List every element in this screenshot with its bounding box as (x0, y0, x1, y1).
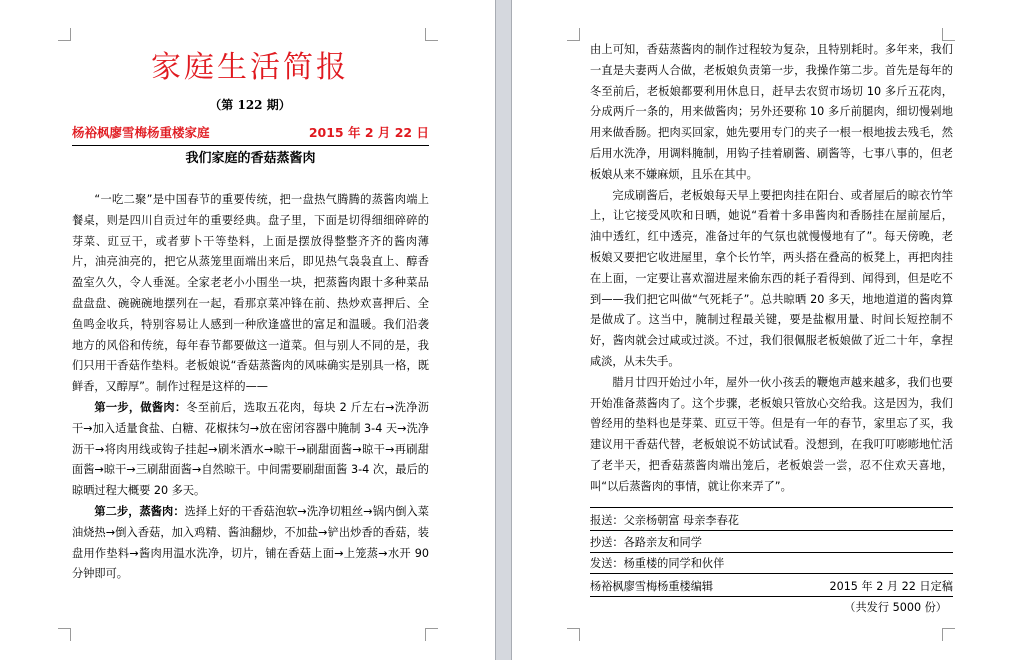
page-right (512, 0, 1017, 660)
distribution-rule (590, 573, 953, 574)
issue-number: （第 122 期） (209, 98, 291, 112)
page-gutter (495, 0, 512, 660)
finalized-date: 2015 年 2 月 22 日定稿 (829, 580, 953, 593)
header-rule (72, 145, 429, 146)
steaming-paragraph: 腊月廿四开始过小年，屋外一伙小孩丢的鞭炮声越来越多，我们也要开始准备蒸酱肉了。这个步骤，老板娘只管放心交给我。这是因为，我们曾经用的垫料也是芽菜、豇豆干等。但是有一年的春节，家里忘了买，我建议用干香菇代替，老板娘说不妨试试看。没想到，在我叮叮嘭嘭地忙活了老半天，把香菇蒸酱肉端出笼后，老板娘尝一尝，忍不住欢天喜地，叫“以后蒸酱肉的事情，就让你来弄了”。 (590, 375, 953, 493)
step1-label: 第一步，做酱肉： (94, 400, 187, 414)
article-body-left (72, 190, 429, 585)
article-body-right (590, 40, 953, 498)
family-name: 杨裕枫廖雪梅杨重楼家庭 (72, 125, 210, 140)
step2-label: 第二步，蒸酱肉： (94, 504, 185, 518)
crop-mark (58, 628, 71, 641)
crop-mark (58, 28, 71, 41)
crop-mark (425, 28, 438, 41)
crop-mark (942, 628, 955, 641)
crop-mark (567, 28, 580, 41)
issue-date: 2015 年 2 月 22 日 (308, 125, 429, 140)
crop-mark (425, 628, 438, 641)
report-line: 报送：父亲杨朝富 母亲李春花 (590, 514, 739, 527)
intro-paragraph: “一吃二聚”是中国春节的重要传统，把一盘热气腾腾的蒸酱肉端上餐桌，则是四川自贡过年的重要经典。盘子里，下面是切得细细碎碎的芽菜、豇豆干，或者萝卜干等垫料，上面是摆放得整整齐齐的酱肉薄片，油亮油亮的，把它从蒸笼里面端出来后，即见热气袅袅直上、醇香盈室久久，令人垂涎。全家老老小小围坐一块，把蒸酱肉跟十多种菜品盘盘盘、碗碗碗地摆列在一起，看那京菜冲锋在前、热炒欢喜押后、全鱼鸣金收兵，特别容易让人感到一种欣逢盛世的富足和温暖。我们沿袭地方的风俗和传统，每年春节都要做这一道菜。但与别人不同的是，我们只用干香菇作垫料。老板娘说“香菇蒸酱肉的风味确实是别具一格，既鲜香，又醇厚”。制作过程是这样的—— (72, 193, 429, 394)
send-line: 发送：杨重楼的同学和伙伴 (590, 557, 725, 570)
distribution-rule-top (590, 507, 953, 508)
editor-credit: 杨裕枫廖雪梅杨重楼编辑 (590, 580, 714, 593)
drying-paragraph: 完成刷酱后，老板娘每天早上要把肉挂在阳台、或者屋后的晾衣竹竿上，让它接受风吹和日晒，她说“看着十多串酱肉和香肠挂在屋前屋后，油中透红，红中透亮，准备过年的气氛也就慢慢地有了”。每天傍晚，老板娘又要把它收进屋里，拿个长竹竿，两头搭在叠高的板凳上，再把肉挂在上面，一定要让喜欢溜进屋来偷东西的耗子看得到、闻得到，但是吃不到——我们把它叫做“气死耗子”。总共晾晒 20 多天，地地道道的酱肉算是做成了。这当中，腌制过程最关键，要是盐椒用量、时间长短控制不好，酱肉就会过咸或过淡。不过，我们很佩服老板娘做了近二十年，拿捏咸淡，从未失手。 (590, 188, 953, 368)
article-title: 我们家庭的香菇蒸酱肉 (185, 151, 316, 166)
footer-rule (590, 596, 953, 597)
distribution-rule (590, 552, 953, 553)
continued-paragraph: 由上可知，香菇蒸酱肉的制作过程较为复杂，且特别耗时。多年来，我们一直是夫妻两人合做，老板娘负责第一步，我操作第二步。首先是每年的冬至前后，老板娘都要利用休息日，赶早去农贸市场切 10 多斤五花肉，分成两斤一条的，用来做酱肉；另外还要称 10 多斤前腿肉，细切慢剁地用来做香肠。把肉买回家，她先要用专门的夹子一根一根地拔去残毛，然后用水洗净，用调料腌制，用钩子挂着刷酱、刷酱等，七事八事的，但老板娘从来不嫌麻烦，且乐在其中。 (590, 43, 953, 181)
crop-mark (567, 628, 580, 641)
step2-text: 选择上好的干香菇泡软→洗净切粗丝→锅内倒入菜油烧热→倒入香菇，加入鸡精、酱油翻炒，不加盐→铲出炒香的香菇，装盘用作垫料→酱肉用温水洗净，切片，铺在香菇上面→上笼蒸→水开 90 分钟即可。 (72, 504, 429, 581)
distribution-rule (590, 530, 953, 531)
step1-text: 冬至前后，选取五花肉，每块 2 斤左右→洗净沥干→加入适量食盐、白糖、花椒抹匀→放在密闭容器中腌制 3-4 天→洗净沥干→将肉用线或钩子挂起→刷米酒水→晾干→刷甜面酱→晾干→再刷甜面酱→晾干→三刷甜面酱→自然晾干。中间需要刷甜面酱 3-4 次，最后的晾晒过程大概要 20 多天。 (72, 400, 429, 498)
page-left (0, 0, 495, 660)
step1-paragraph (72, 398, 429, 502)
masthead-title: 家庭生活简报 (151, 50, 349, 85)
copy-line: 抄送：各路亲友和同学 (590, 536, 702, 549)
step2-paragraph (72, 502, 429, 585)
print-count: （共发行 5000 份） (844, 601, 947, 614)
